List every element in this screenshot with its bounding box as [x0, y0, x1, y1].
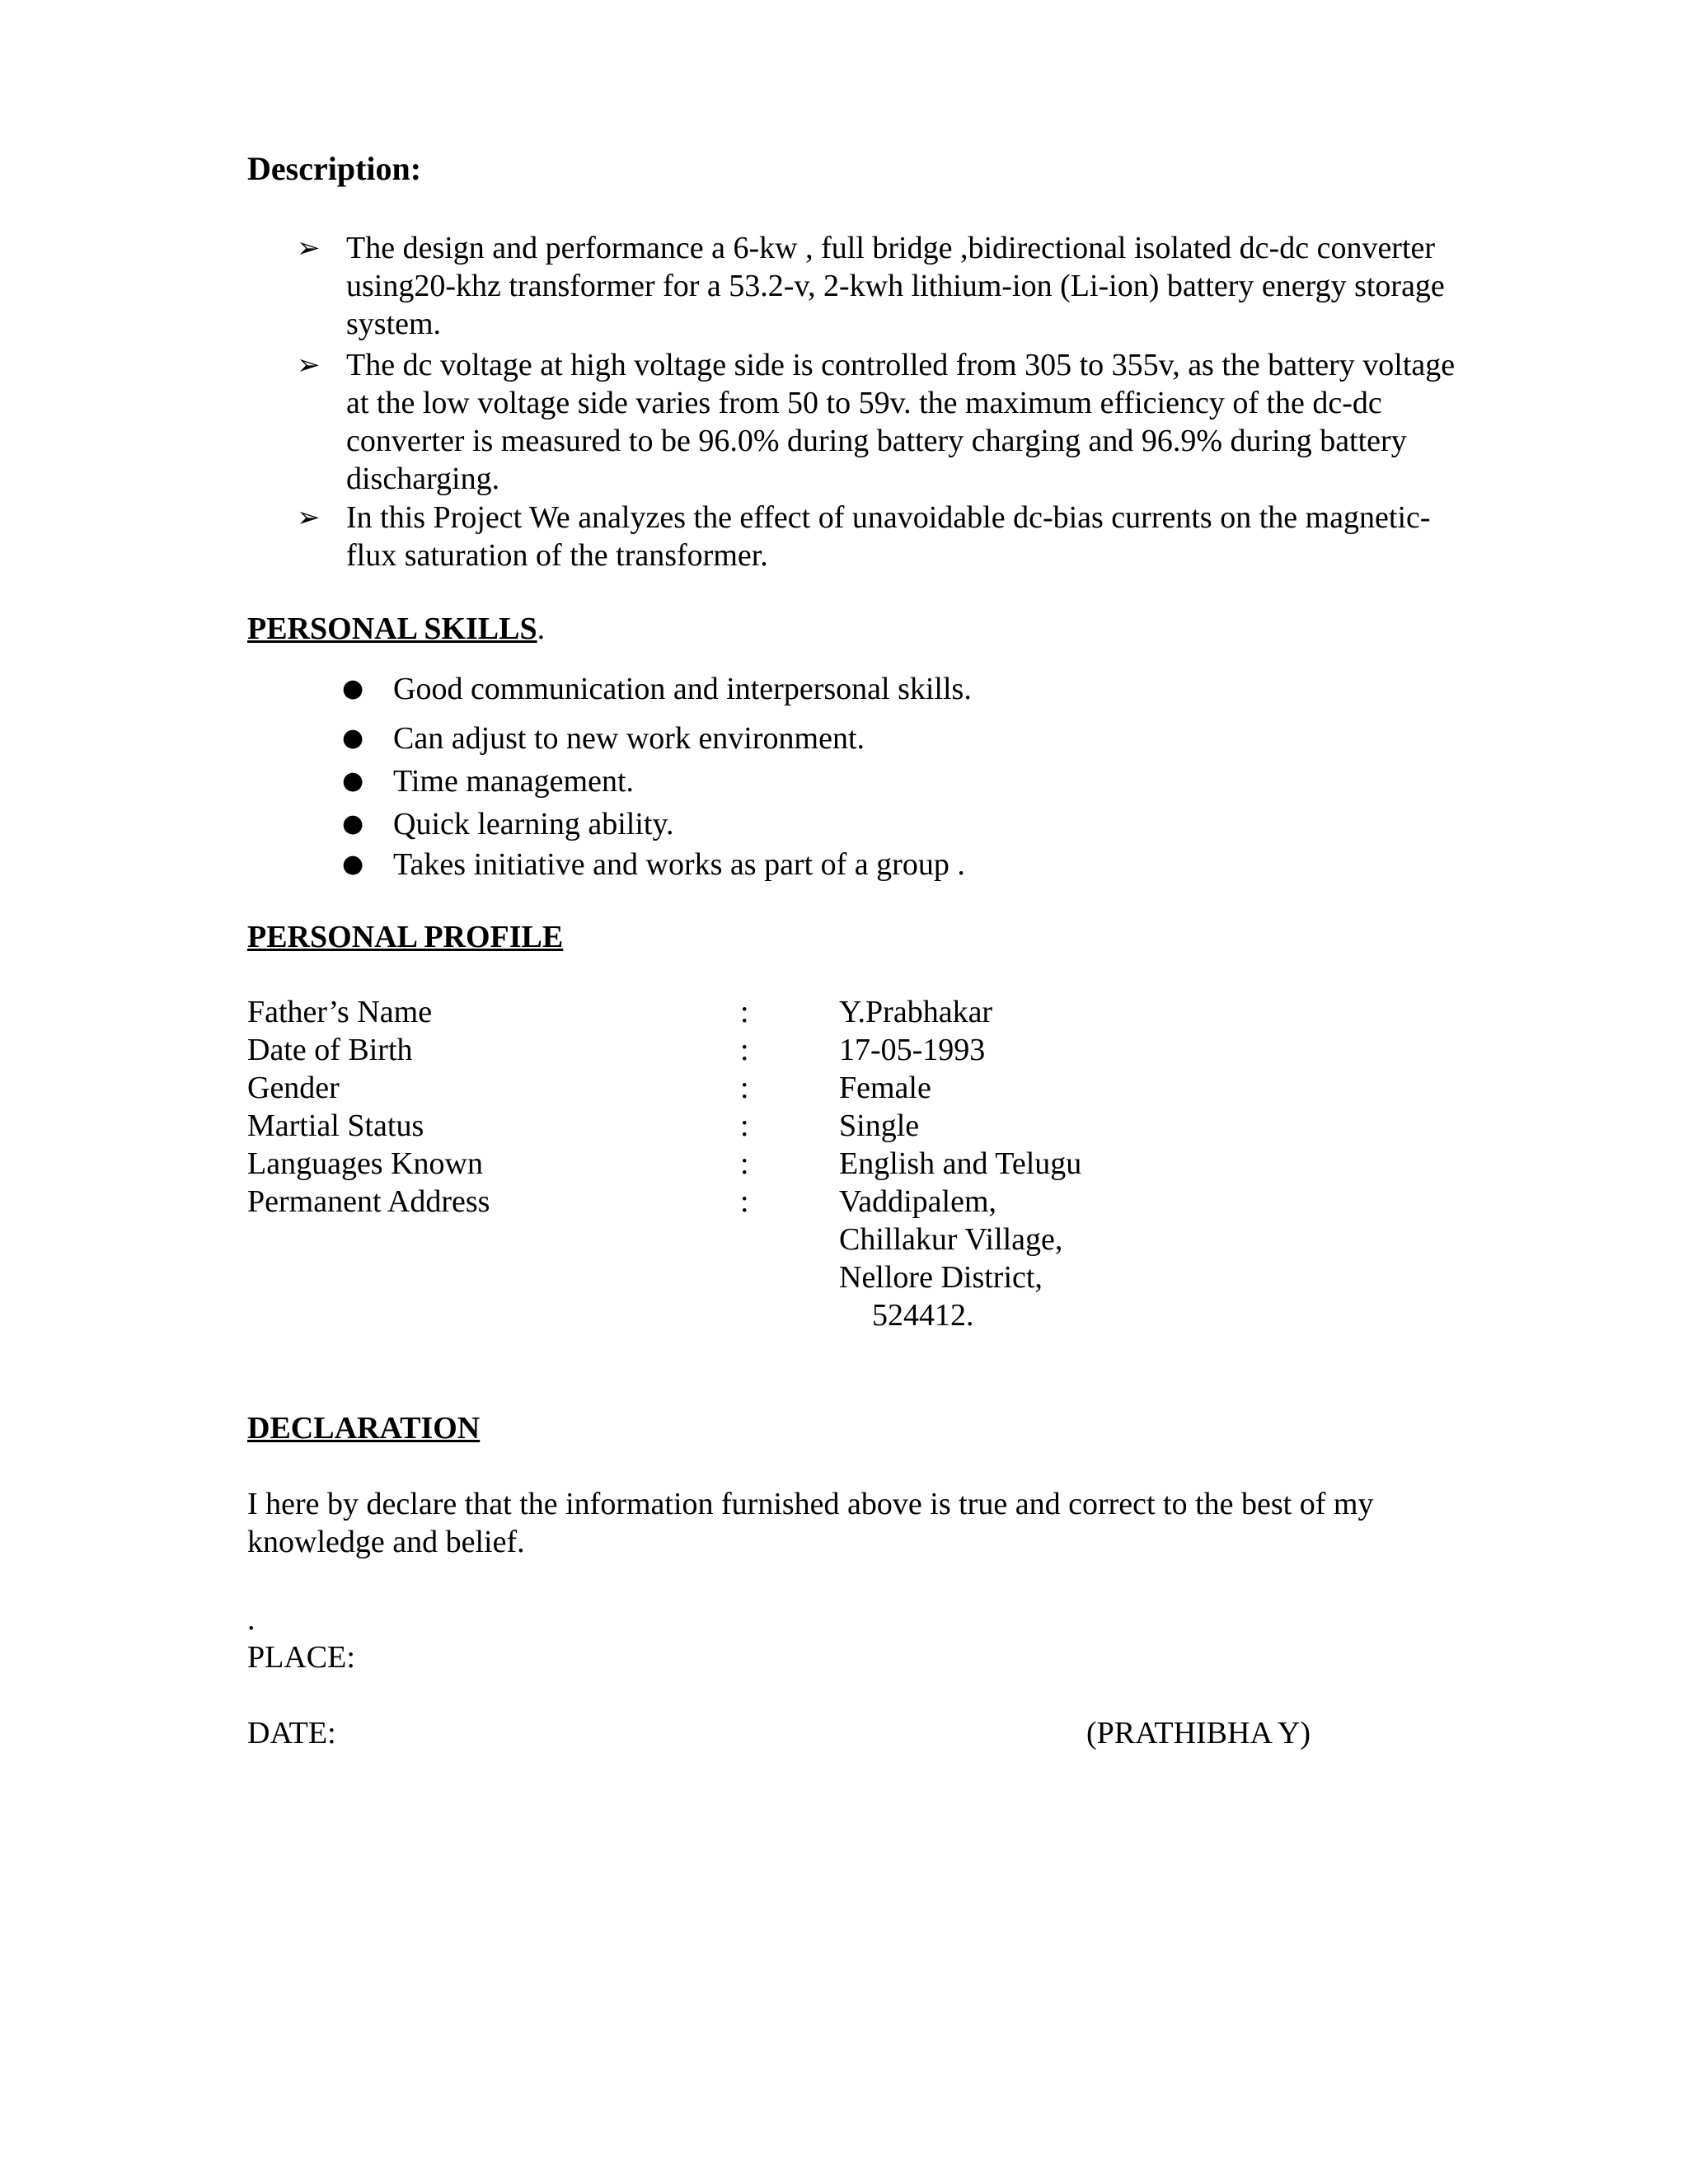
profile-separator: :	[740, 1146, 749, 1181]
description-item-text: The design and performance a 6-kw , full bridge ,bidirectional isolated dc-dc converter using20-khz transformer for a 53.2-v, 2-kwh lithium-ion (Li-ion) battery energy storage system.	[346, 231, 1445, 341]
profile-row	[247, 1183, 1236, 1221]
profile-label: Languages Known	[247, 1146, 483, 1181]
profile-label: Gender	[247, 1071, 340, 1105]
profile-separator: :	[740, 1033, 749, 1067]
profile-value: Y.Prabhakar	[839, 995, 993, 1029]
signature-name: (PRATHIBHA Y)	[1086, 1716, 1311, 1750]
skill-item-text: Can adjust to new work environment.	[393, 721, 865, 756]
dot-bullet-icon: ●	[342, 766, 364, 795]
arrow-bullet-icon: ➢	[297, 232, 321, 265]
skill-item-text: Quick learning ability.	[393, 807, 674, 841]
skills-heading: PERSONAL SKILLS	[247, 612, 537, 646]
declaration-dot: .	[247, 1602, 256, 1637]
dot-bullet-icon: ●	[342, 850, 364, 879]
dot-bullet-icon: ●	[342, 724, 364, 752]
profile-label: Martial Status	[247, 1108, 424, 1143]
profile-row	[247, 993, 1236, 1031]
declaration-heading: DECLARATION	[247, 1411, 481, 1446]
profile-separator: :	[740, 1071, 749, 1105]
profile-row	[247, 1107, 1236, 1145]
declaration-text: I here by declare that the information furnished above is true and correct to the best of my knowledge and belief.	[247, 1487, 1374, 1559]
address-pincode: 524412.	[872, 1298, 974, 1333]
profile-separator: :	[740, 1108, 749, 1143]
arrow-bullet-icon: ➢	[297, 349, 321, 382]
description-item-text: In this Project We analyzes the effect of unavoidable dc-bias currents on the magnetic-flux saturation of the transformer.	[346, 500, 1431, 573]
profile-row	[247, 1145, 1236, 1183]
profile-row	[247, 1031, 1236, 1069]
skill-item-text: Takes initiative and works as part of a group .	[393, 847, 965, 882]
profile-label: Date of Birth	[247, 1033, 413, 1067]
dot-bullet-icon: ●	[342, 674, 364, 703]
profile-heading: PERSONAL PROFILE	[247, 920, 564, 954]
description-item-text: The dc voltage at high voltage side is controlled from 305 to 355v, as the battery voltage at the low voltage side varies from 50 to 59v. the maximum efficiency of the dc-dc converter is measured to be 96.0% during battery charging and 96.9% during battery discharging.	[346, 348, 1456, 496]
address-line: Nellore District,	[839, 1260, 1043, 1295]
profile-label: Permanent Address	[247, 1184, 490, 1219]
profile-label: Father’s Name	[247, 995, 433, 1029]
arrow-bullet-icon: ➢	[297, 501, 321, 534]
dot-bullet-icon: ●	[342, 809, 364, 838]
skills-heading-suffix: .	[537, 612, 546, 646]
profile-value: 17-05-1993	[839, 1033, 986, 1067]
profile-value: Female	[839, 1071, 931, 1105]
profile-value: English and Telugu	[839, 1146, 1082, 1181]
skill-item-text: Good communication and interpersonal skills.	[393, 672, 972, 706]
profile-separator: :	[740, 995, 749, 1029]
skill-item-text: Time management.	[393, 764, 634, 799]
description-heading: Description:	[247, 150, 422, 187]
profile-value: Vaddipalem,	[839, 1184, 997, 1219]
profile-row	[247, 1069, 1236, 1107]
date-label: DATE:	[247, 1716, 336, 1750]
profile-value: Single	[839, 1108, 920, 1143]
skills-heading-line	[247, 608, 545, 649]
address-line: Chillakur Village,	[839, 1222, 1063, 1257]
place-label: PLACE:	[247, 1640, 355, 1675]
profile-separator: :	[740, 1184, 749, 1219]
